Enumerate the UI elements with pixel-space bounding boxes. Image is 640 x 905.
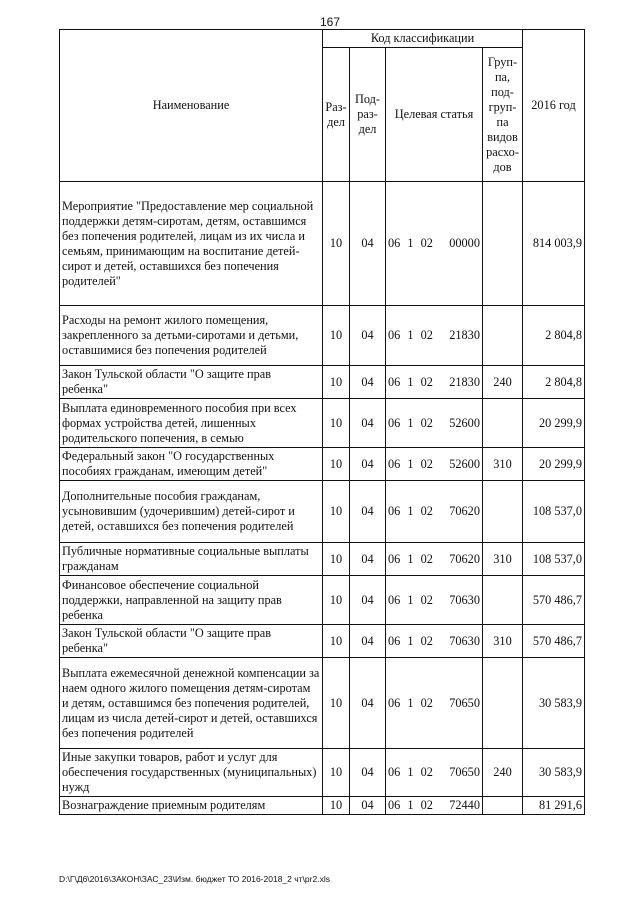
row-name: Вознаграждение приемным родителям [60, 797, 323, 815]
row-amount: 2 804,8 [523, 366, 585, 399]
table-row [60, 797, 585, 815]
row-target-article [386, 749, 483, 797]
target-program: 06 [388, 551, 401, 566]
row-expense-group [483, 182, 523, 306]
row-target-article [386, 625, 483, 658]
row-section: 10 [323, 543, 350, 576]
row-name: Публичные нормативные социальные выплаты гражданам [60, 543, 323, 576]
table-row [60, 366, 585, 399]
row-subsection: 04 [350, 576, 386, 625]
table-row [60, 625, 585, 658]
target-subprogram: 1 [407, 328, 414, 342]
row-amount: 30 583,9 [523, 749, 585, 797]
target-direction: 70620 [449, 551, 480, 566]
row-amount: 570 486,7 [523, 625, 585, 658]
row-section: 10 [323, 797, 350, 815]
row-target-article [386, 658, 483, 749]
row-amount: 814 003,9 [523, 182, 585, 306]
header-name: Наименование [60, 30, 323, 182]
row-subsection: 04 [350, 543, 386, 576]
target-program: 06 [388, 374, 401, 389]
table-row [60, 658, 585, 749]
page-number: 167 [319, 15, 341, 29]
header-year: 2016 год [523, 30, 585, 182]
row-section: 10 [323, 366, 350, 399]
row-amount: 108 537,0 [523, 543, 585, 576]
row-expense-group [483, 576, 523, 625]
table-row [60, 306, 585, 366]
target-event: 02 [420, 695, 433, 710]
row-amount: 108 537,0 [523, 481, 585, 543]
target-subprogram: 1 [407, 236, 414, 250]
row-expense-group [483, 306, 523, 366]
row-subsection: 04 [350, 306, 386, 366]
table-row [60, 576, 585, 625]
target-event: 02 [420, 236, 433, 250]
table-row [60, 481, 585, 543]
header-subsection: Под- раз- дел [350, 48, 386, 182]
target-event: 02 [420, 328, 433, 342]
row-expense-group [483, 658, 523, 749]
row-section: 10 [323, 399, 350, 448]
target-subprogram: 1 [407, 415, 414, 430]
row-amount: 2 804,8 [523, 306, 585, 366]
target-subprogram: 1 [407, 798, 414, 812]
row-name: Финансовое обеспечение социальной поддержки, направленной на защиту прав ребенка [60, 576, 323, 625]
header-code: Код классификации [323, 30, 523, 48]
row-expense-group [483, 797, 523, 815]
budget-table [59, 29, 585, 815]
target-direction: 70630 [449, 592, 480, 607]
row-expense-group: 310 [483, 448, 523, 481]
table-body [60, 182, 585, 815]
table-row [60, 749, 585, 797]
target-program: 06 [388, 236, 401, 250]
row-section: 10 [323, 749, 350, 797]
row-subsection: 04 [350, 749, 386, 797]
row-name: Расходы на ремонт жилого помещения, закрепленного за детьми-сиротами и детьми, оставшимися без попечения родителей [60, 306, 323, 366]
target-program: 06 [388, 695, 401, 710]
row-subsection: 04 [350, 399, 386, 448]
row-expense-group: 240 [483, 366, 523, 399]
row-subsection: 04 [350, 366, 386, 399]
row-target-article [386, 481, 483, 543]
row-target-article [386, 182, 483, 306]
target-subprogram: 1 [407, 551, 414, 566]
target-direction: 52600 [449, 456, 480, 471]
target-program: 06 [388, 456, 401, 471]
target-event: 02 [420, 504, 433, 518]
target-subprogram: 1 [407, 456, 414, 471]
row-name: Дополнительные пособия гражданам, усыновившим (удочерившим) детей-сирот и детей, оставшихся без попечения родителей [60, 481, 323, 543]
target-direction: 21830 [449, 328, 480, 342]
row-section: 10 [323, 576, 350, 625]
target-subprogram: 1 [407, 695, 414, 710]
row-section: 10 [323, 182, 350, 306]
row-target-article [386, 399, 483, 448]
row-amount: 570 486,7 [523, 576, 585, 625]
target-program: 06 [388, 592, 401, 607]
table-row [60, 399, 585, 448]
target-program: 06 [388, 415, 401, 430]
row-section: 10 [323, 658, 350, 749]
target-program: 06 [388, 798, 401, 812]
row-name: Федеральный закон "О государственных пособиях гражданам, имеющим детей" [60, 448, 323, 481]
row-target-article [386, 543, 483, 576]
row-subsection: 04 [350, 481, 386, 543]
table-row [60, 182, 585, 306]
table-row [60, 448, 585, 481]
target-direction: 21830 [449, 374, 480, 389]
header-section: Раз- дел [323, 48, 350, 182]
row-name: Мероприятие "Предоставление мер социальной поддержки детям-сиротам, детям, оставшимся без попечения родителей, лицам из их числа и семьям, принимающим на воспитание детей-сирот и детей, оставшихся без попечения родителей" [60, 182, 323, 306]
target-event: 02 [420, 765, 433, 779]
target-direction: 70630 [449, 633, 480, 648]
row-name: Выплата ежемесячной денежной компенсации за наем одного жилого помещения детям-сиротам и детям, оставшимся без попечения родителей, лицам из числа детей-сирот и детей, оставшихся без попечения родителей [60, 658, 323, 749]
target-direction: 72440 [449, 798, 480, 812]
row-name: Иные закупки товаров, работ и услуг для обеспечения государственных (муниципальных) нужд [60, 749, 323, 797]
row-section: 10 [323, 625, 350, 658]
target-event: 02 [420, 633, 433, 648]
row-subsection: 04 [350, 658, 386, 749]
header-target-article: Целевая статья [386, 48, 483, 182]
target-direction: 70650 [449, 765, 480, 779]
header-expense-group: Груп- па, под- груп- па видов расхо- дов [483, 48, 523, 182]
target-program: 06 [388, 328, 401, 342]
target-direction: 70650 [449, 695, 480, 710]
row-amount: 20 299,9 [523, 399, 585, 448]
row-name: Закон Тульской области "О защите прав ребенка" [60, 625, 323, 658]
target-subprogram: 1 [407, 504, 414, 518]
row-name: Закон Тульской области "О защите прав ребенка" [60, 366, 323, 399]
row-name: Выплата единовременного пособия при всех формах устройства детей, лишенных родительского попечения, в семью [60, 399, 323, 448]
target-direction: 52600 [449, 415, 480, 430]
target-event: 02 [420, 456, 433, 471]
table-row [60, 543, 585, 576]
row-target-article [386, 306, 483, 366]
row-section: 10 [323, 448, 350, 481]
target-subprogram: 1 [407, 374, 414, 389]
target-subprogram: 1 [407, 633, 414, 648]
target-event: 02 [420, 551, 433, 566]
row-subsection: 04 [350, 182, 386, 306]
target-program: 06 [388, 504, 401, 518]
target-subprogram: 1 [407, 592, 414, 607]
row-section: 10 [323, 306, 350, 366]
row-subsection: 04 [350, 448, 386, 481]
row-expense-group: 240 [483, 749, 523, 797]
target-event: 02 [420, 415, 433, 430]
row-subsection: 04 [350, 797, 386, 815]
row-expense-group: 310 [483, 543, 523, 576]
row-amount: 30 583,9 [523, 658, 585, 749]
row-target-article [386, 797, 483, 815]
row-target-article [386, 366, 483, 399]
row-expense-group: 310 [483, 625, 523, 658]
row-target-article [386, 448, 483, 481]
row-expense-group [483, 481, 523, 543]
file-path-footer: D:\Г\Д6\2016\ЗАКОН\ЗАС_23\Изм. бюджет ТО 2016-2018_2 чт\pr2.xls [59, 874, 330, 884]
target-event: 02 [420, 374, 433, 389]
row-subsection: 04 [350, 625, 386, 658]
row-amount: 81 291,6 [523, 797, 585, 815]
target-event: 02 [420, 798, 433, 812]
target-direction: 00000 [449, 236, 480, 250]
row-expense-group [483, 399, 523, 448]
target-subprogram: 1 [407, 765, 414, 779]
row-section: 10 [323, 481, 350, 543]
row-target-article [386, 576, 483, 625]
target-program: 06 [388, 633, 401, 648]
target-program: 06 [388, 765, 401, 779]
target-event: 02 [420, 592, 433, 607]
row-amount: 20 299,9 [523, 448, 585, 481]
target-direction: 70620 [449, 504, 480, 518]
